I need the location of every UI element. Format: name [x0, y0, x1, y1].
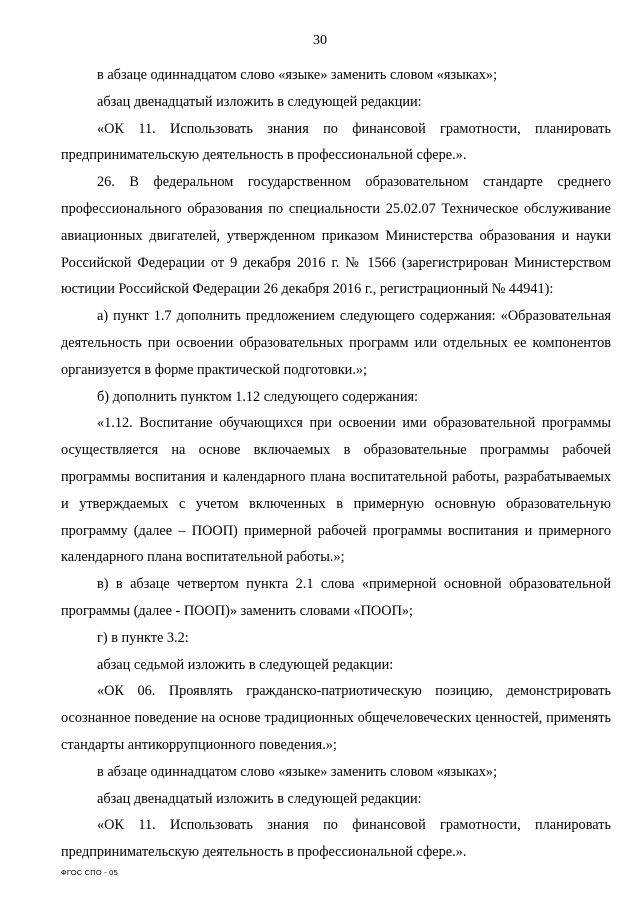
paragraph-1-12-text: «1.12. Воспитание обучающихся при освоении ими образовательной программы осуществляется на основе включаемых в образовательные программы рабочей программы воспитания и календарного плана воспитательной работы, разрабатываемых и утверждаемых с учетом включенных в примерную основную образовательную программу (далее – ПООП) примерной рабочей программы воспитания и примерного календарного плана воспитательной работы.»;: [61, 415, 611, 566]
footer-code: ФГОС СПО - 05: [61, 868, 118, 877]
paragraph-ok11-text: «ОК 11. Использовать знания по финансовой грамотности, планировать предпринимательскую деятельность в профессиональной сфере.».: [61, 120, 611, 164]
paragraph-item-a: а) пункт 1.7 дополнить предложением следующего содержания: «Образовательная деятельность при освоении образовательных программ или отдельных ее компонентов организуется в форме практической подготовки.»;: [61, 308, 611, 378]
paragraph-language-replace: в абзаце одиннадцатом слово «языке» заменить словом «языках»;: [97, 67, 498, 83]
paragraph-item-g: г) в пункте 3.2:: [97, 629, 189, 646]
paragraph-twelfth-edit-2: абзац двенадцатый изложить в следующей редакции:: [97, 790, 422, 807]
paragraph-language-replace-2: в абзаце одиннадцатом слово «языке» заменить словом «языках»;: [97, 763, 498, 780]
document-body: [61, 62, 611, 866]
paragraph-item-v: в) в абзаце четвертом пункта 2.1 слова «примерной основной образовательной программы (далее - ПООП)» заменить словами «ПООП»;: [61, 576, 611, 619]
page-number: 30: [313, 33, 327, 48]
paragraph-ok06-text: «ОК 06. Проявлять гражданско-патриотическую позицию, демонстрировать осознанное поведение на основе традиционных общечеловеческих ценностей, применять стандарты антикоррупционного поведения.»;: [61, 683, 611, 753]
paragraph-twelfth-edit: абзац двенадцатый изложить в следующей редакции:: [97, 93, 422, 110]
paragraph-item-b: б) дополнить пунктом 1.12 следующего содержания:: [97, 388, 419, 405]
paragraph-seventh-edit: абзац седьмой изложить в следующей редакции:: [97, 656, 394, 673]
paragraph-item-26: 26. В федеральном государственном образовательном стандарте среднего профессионального образования по специальности 25.02.07 Техническое обслуживание авиационных двигателей, утвержденном приказом Министерства образования и науки Российской Федерации от 9 декабря 2016 г. № 1566 (зарегистрирован Министерством юстиции Российской Федерации 26 декабря 2016 г., регистрационный № 44941):: [61, 174, 611, 298]
paragraph-ok11-text-2: «ОК 11. Использовать знания по финансовой грамотности, планировать предпринимательскую деятельность в профессиональной сфере.».: [61, 817, 611, 861]
